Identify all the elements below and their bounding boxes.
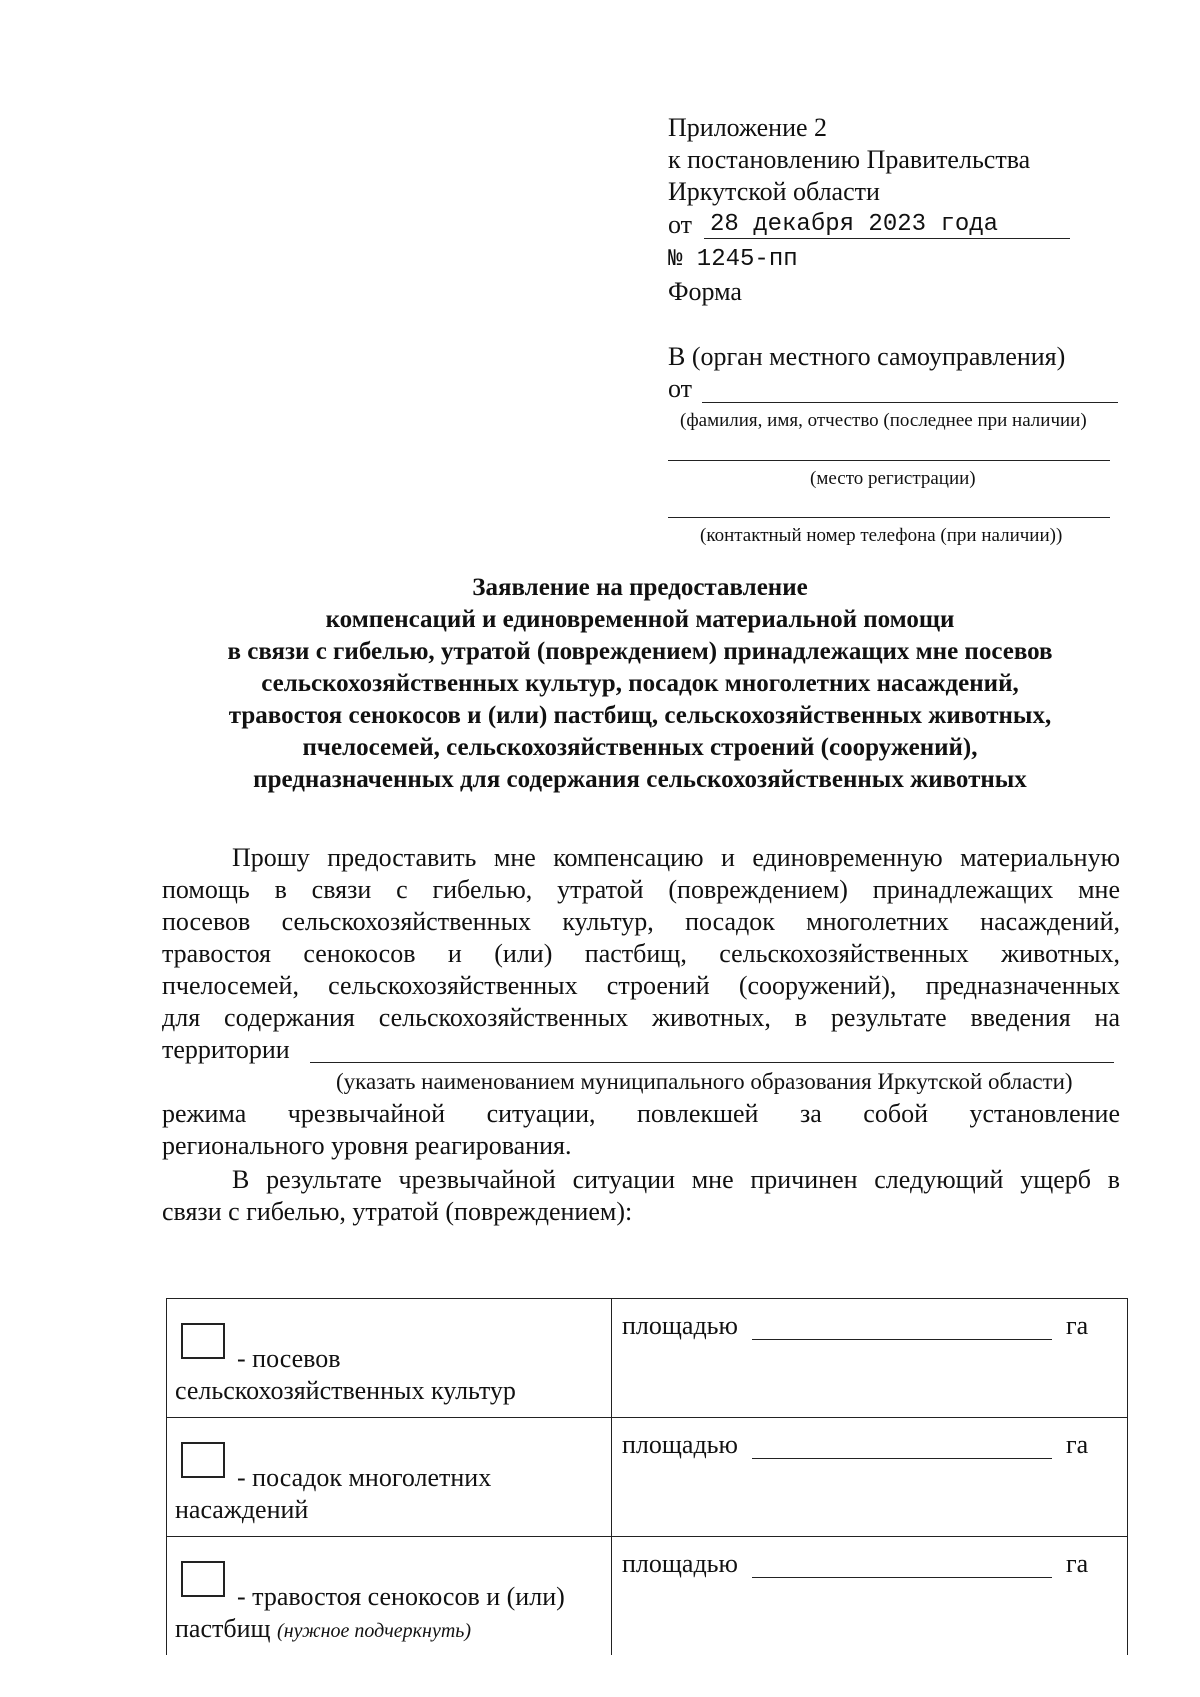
item-cell [167,1418,612,1537]
item-label [175,1343,605,1407]
decree-number: № 1245-пп [668,246,798,273]
table-row [167,1418,1128,1537]
area-cell [612,1537,1128,1656]
from-prefix: от [668,374,693,403]
title-line: сельскохозяйственных культур, посадок многолетних насаждений, [261,670,1019,697]
phone-field-line[interactable] [668,517,1110,518]
title-line: компенсаций и единовременной материальной помощи [325,606,955,633]
paragraph-line: пчелосемей, сельскохозяйственных строений (сооружений), предназначенных [162,971,1120,1000]
registration-caption: (место регистрации) [810,468,976,489]
appendix-line-1: Приложение 2 [668,113,828,142]
area-field-line[interactable] [752,1577,1052,1578]
table-row [167,1299,1128,1418]
item-text: - посевов [237,1344,341,1373]
fio-field-line[interactable] [702,402,1118,403]
item-text: - посадок многолетних [237,1463,492,1492]
item-text: сельскохозяйственных культур [175,1376,516,1405]
form-label: Форма [668,277,742,306]
date-prefix: от [668,210,693,239]
paragraph-line: посевов сельскохозяйственных культур, посадок многолетних насаждений, [162,907,1120,936]
title-line: предназначенных для содержания сельскохозяйственных животных [253,766,1027,793]
paragraph-line: регионального уровня реагирования. [162,1131,572,1160]
decree-date: 28 декабря 2023 года [710,211,999,238]
title-line: Заявление на предоставление [472,574,808,601]
territory-field-line[interactable] [310,1062,1114,1063]
document-title [160,572,1120,796]
area-unit: га [1066,1311,1089,1340]
item-note: (нужное подчеркнуть) [277,1620,472,1642]
area-label: площадью [622,1549,738,1578]
phone-caption: (контактный номер телефона (при наличии)) [700,525,1063,546]
area-field-line[interactable] [752,1339,1052,1340]
area-cell [612,1418,1128,1537]
area-label: площадью [622,1430,738,1459]
paragraph-line: травостоя сенокосов и (или) пастбищ, сельскохозяйственных животных, [162,939,1120,968]
item-text: - травостоя сенокосов и (или) [237,1582,565,1611]
title-line: в связи с гибелью, утратой (повреждением) принадлежащих мне посевов [227,638,1053,665]
territory-label: территории [162,1035,290,1064]
appendix-line-2: к постановлению Правительства [668,145,1031,174]
addressee-line: В (орган местного самоуправления) [668,342,1066,371]
area-unit: га [1066,1430,1089,1459]
item-text: пастбищ [175,1614,271,1643]
paragraph-line: В результате чрезвычайной ситуации мне причинен следующий ущерб в [232,1165,1120,1194]
title-line: травостоя сенокосов и (или) пастбищ, сельскохозяйственных животных, [228,702,1052,729]
paragraph-line: режима чрезвычайной ситуации, повлекшей за собой установление [162,1099,1120,1128]
item-text: насаждений [175,1495,309,1524]
registration-field-line[interactable] [668,460,1110,461]
paragraph-line: для содержания сельскохозяйственных животных, в результате введения на [162,1003,1120,1032]
damage-table [166,1298,1128,1655]
item-label [175,1581,605,1647]
item-cell [167,1537,612,1656]
area-cell [612,1299,1128,1418]
area-unit: га [1066,1549,1089,1578]
item-label [175,1462,605,1526]
fio-caption: (фамилия, имя, отчество (последнее при наличии) [680,410,1087,431]
date-underline [704,238,1070,239]
territory-caption: (указать наименованием муниципального образования Иркутской области) [336,1069,1073,1094]
item-cell [167,1299,612,1418]
table-row [167,1537,1128,1656]
title-line: пчелосемей, сельскохозяйственных строений (сооружений), [302,734,978,761]
paragraph-line: помощь в связи с гибелью, утратой (повреждением) принадлежащих мне [162,875,1120,904]
damage-paragraph [162,1164,1120,1228]
paragraph-line: связи с гибелью, утратой (повреждением): [162,1197,633,1226]
area-field-line[interactable] [752,1458,1052,1459]
area-label: площадью [622,1311,738,1340]
paragraph-line: Прошу предоставить мне компенсацию и единовременную материальную [232,843,1120,872]
request-paragraph [162,842,1120,1034]
appendix-line-3: Иркутской области [668,177,880,206]
request-paragraph-tail [162,1098,1120,1162]
